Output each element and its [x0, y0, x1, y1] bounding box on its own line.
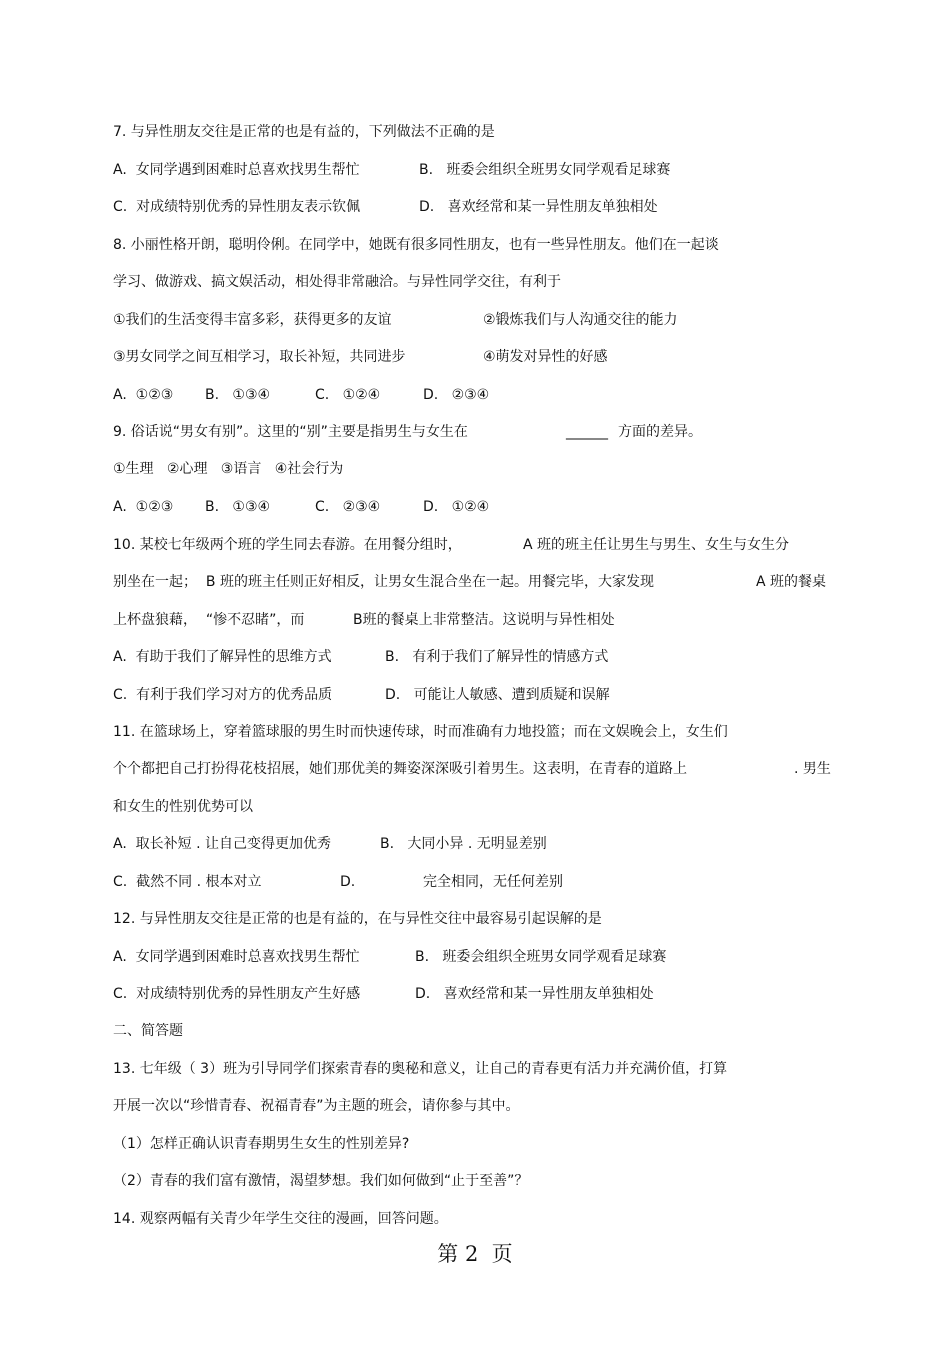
q10-line3-a: 上杯盘狼藉， “惨不忍睹”，而 — [113, 612, 305, 628]
q12-stem: 12. 与异性朋友交往是正常的也是有益的，在与异性交往中最容易引起误解的是 — [113, 911, 602, 927]
q10-line1-b: A 班的班主任让男生与男生、女生与女生分 — [523, 537, 790, 553]
q11-stem-line3: 和女生的性别优势可以 — [113, 799, 253, 815]
q11-option-d-text: 完全相同，无任何差别 — [423, 874, 563, 890]
q7-option-d: D. 喜欢经常和某一异性朋友单独相处 — [419, 199, 658, 215]
q9-items: ①生理 ②心理 ③语言 ④社会行为 — [113, 461, 344, 477]
q11-line2-b: . 男生 — [794, 761, 831, 777]
section-heading-short-answer: 二、简答题 — [113, 1023, 183, 1039]
q8-item-2: ②锻炼我们与人沟通交往的能力 — [483, 312, 678, 328]
q13-subquestion-1: （1）怎样正确认识青春期男生女生的性别差异? — [113, 1136, 410, 1152]
q8-option-c: C. ①②④ — [315, 387, 381, 403]
q10-option-c: C. 有利于我们学习对方的优秀品质 — [113, 687, 333, 703]
q8-stem-line1: 8. 小丽性格开朗，聪明伶俐。在同学中，她既有很多同性朋友，也有一些异性朋友。他们在一起谈 — [113, 237, 719, 253]
q13-stem-line1: 13. 七年级（ 3）班为引导同学们探索青春的奥秘和意义，让自己的青春更有活力并充满价值，打算 — [113, 1061, 728, 1077]
q7-option-b: B. 班委会组织全班男女同学观看足球赛 — [419, 162, 671, 178]
q8-option-b: B. ①③④ — [205, 387, 271, 403]
q9-option-c: C. ②③④ — [315, 499, 381, 515]
q10-line3-b: B班的餐桌上非常整洁。这说明与异性相处 — [353, 612, 615, 628]
q11-line2-a: 个个都把自己打扮得花枝招展，她们那优美的舞姿深深吸引着男生。这表明，在青春的道路上 — [113, 761, 687, 777]
q8-stem-line2: 学习、做游戏、搞文娱活动，相处得非常融洽。与异性同学交往，有利于 — [113, 274, 561, 290]
q11-stem-line1: 11. 在篮球场上，穿着篮球服的男生时而快速传球，时而准确有力地投篮；而在文娱晚会上，女生们 — [113, 724, 728, 740]
q9-option-b: B. ①③④ — [205, 499, 271, 515]
q12-option-d: D. 喜欢经常和某一异性朋友单独相处 — [415, 986, 654, 1002]
q7-option-c: C. 对成绩特别优秀的异性朋友表示钦佩 — [113, 199, 361, 215]
q11-option-b: B. 大同小异 . 无明显差别 — [380, 836, 547, 852]
q8-item-4: ④萌发对异性的好感 — [483, 349, 608, 365]
q7-option-a: A. 女同学遇到困难时总喜欢找男生帮忙 — [113, 162, 360, 178]
q10-line2-a: 别坐在一起； B 班的班主任则正好相反，让男女生混合坐在一起。用餐完毕，大家发现 — [113, 574, 654, 590]
q10-line1-a: 10. 某校七年级两个班的学生同去春游。在用餐分组时， — [113, 537, 462, 553]
q9-stem-before: 9. 俗话说“男女有别”。这里的“别”主要是指男生与女生在 — [113, 424, 468, 440]
q10-line2-b: A 班的餐桌 — [756, 574, 827, 590]
q8-item-1: ①我们的生活变得丰富多彩，获得更多的友谊 — [113, 312, 392, 328]
q8-option-d: D. ②③④ — [423, 387, 490, 403]
q14-stem: 14. 观察两幅有关青少年学生交往的漫画，回答问题。 — [113, 1211, 448, 1227]
q9-stem-after: 方面的差异。 — [618, 424, 702, 440]
q9-option-a: A. ①②③ — [113, 499, 174, 515]
q10-option-a: A. 有助于我们了解异性的思维方式 — [113, 649, 332, 665]
q10-option-b: B. 有利于我们了解异性的情感方式 — [385, 649, 609, 665]
q13-stem-line2: 开展一次以“珍惜青春、祝福青春”为主题的班会，请你参与其中。 — [113, 1098, 520, 1114]
q9-blank: ______ — [566, 424, 608, 440]
q12-option-b: B. 班委会组织全班男女同学观看足球赛 — [415, 949, 667, 965]
page-number-footer: 第 2 页 — [437, 1242, 513, 1266]
q13-subquestion-2: （2）青春的我们富有激情，渴望梦想。我们如何做到“止于至善”？ — [113, 1173, 529, 1189]
q12-option-c: C. 对成绩特别优秀的异性朋友产生好感 — [113, 986, 361, 1002]
q8-item-3: ③男女同学之间互相学习，取长补短，共同进步 — [113, 349, 406, 365]
q8-option-a: A. ①②③ — [113, 387, 174, 403]
q11-option-c: C. 截然不同 . 根本对立 — [113, 874, 262, 890]
q11-option-d-letter: D. — [340, 874, 356, 890]
q10-option-d: D. 可能让人敏感、遭到质疑和误解 — [385, 687, 610, 703]
q7-stem: 7. 与异性朋友交往是正常的也是有益的，下列做法不正确的是 — [113, 124, 495, 140]
q11-option-a: A. 取长补短 . 让自己变得更加优秀 — [113, 836, 332, 852]
q9-option-d: D. ①②④ — [423, 499, 490, 515]
q12-option-a: A. 女同学遇到困难时总喜欢找男生帮忙 — [113, 949, 360, 965]
